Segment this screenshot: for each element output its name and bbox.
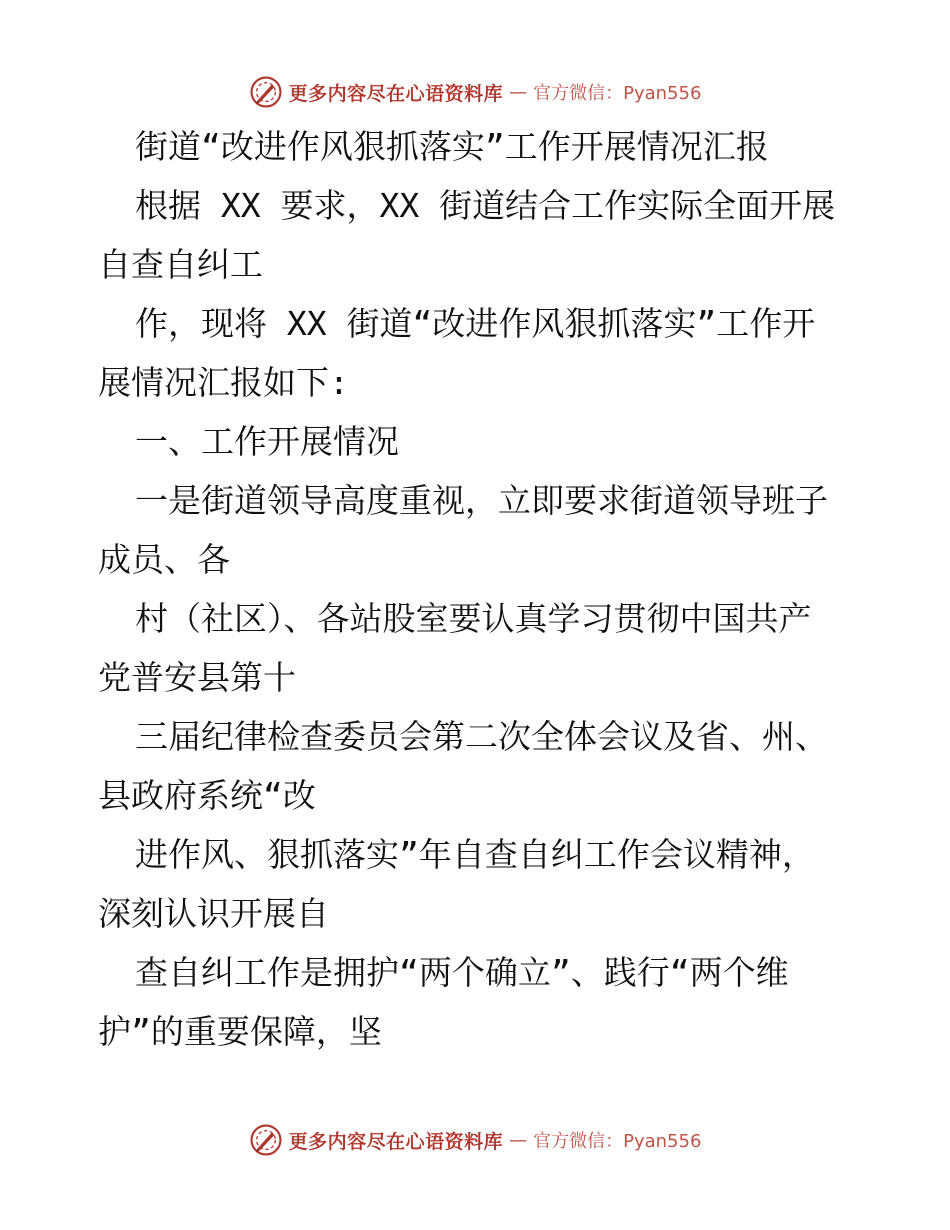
text-line: 深刻认识开展自 bbox=[98, 894, 329, 933]
header-banner-separator: — bbox=[509, 81, 528, 103]
text-line: 三届纪律检查委员会第二次全体会议及省、州、 bbox=[135, 717, 828, 756]
text-line: 护”的重要保障，坚 bbox=[98, 1012, 382, 1051]
section-heading: 一、工作开展情况 bbox=[135, 422, 399, 461]
footer-banner-contact: 官方微信：Pyan556 bbox=[533, 1131, 702, 1152]
text-line: 根据 XX 要求，XX 街道结合工作实际全面开展 bbox=[135, 186, 836, 225]
text-line: 村（社区）、各站股室要认真学习贯彻中国共产 bbox=[135, 599, 812, 638]
text-line: 进作风、狠抓落实”年自查自纠工作会议精神， bbox=[135, 835, 815, 874]
footer-banner-content bbox=[249, 1123, 702, 1157]
text-line: 自查自纠工 bbox=[98, 245, 263, 284]
quill-logo-icon bbox=[249, 75, 283, 109]
footer-banner-text: 更多内容尽在心语资料库 bbox=[288, 1130, 504, 1153]
text-line: 成员、各 bbox=[98, 540, 230, 579]
quill-logo-icon bbox=[249, 1123, 283, 1157]
text-line: 作，现将 XX 街道“改进作风狠抓落实”工作开 bbox=[135, 304, 816, 343]
footer-banner-separator: — bbox=[509, 1129, 528, 1151]
header-banner-content bbox=[249, 75, 702, 109]
text-line: 查自纠工作是拥护“两个确立”、践行“两个维 bbox=[135, 953, 789, 992]
text-line: 展情况汇报如下: bbox=[98, 363, 349, 402]
header-banner bbox=[0, 72, 950, 112]
header-banner-contact: 官方微信：Pyan556 bbox=[533, 83, 702, 104]
text-line: 党普安县第十 bbox=[98, 658, 296, 697]
text-line: 一是街道领导高度重视，立即要求街道领导班子 bbox=[135, 481, 828, 520]
document-body bbox=[98, 117, 858, 1061]
header-banner-text: 更多内容尽在心语资料库 bbox=[288, 82, 504, 105]
text-line: 县政府系统“改 bbox=[98, 776, 316, 815]
footer-banner bbox=[0, 1120, 950, 1160]
document-title: 街道“改进作风狠抓落实”工作开展情况汇报 bbox=[135, 127, 769, 166]
